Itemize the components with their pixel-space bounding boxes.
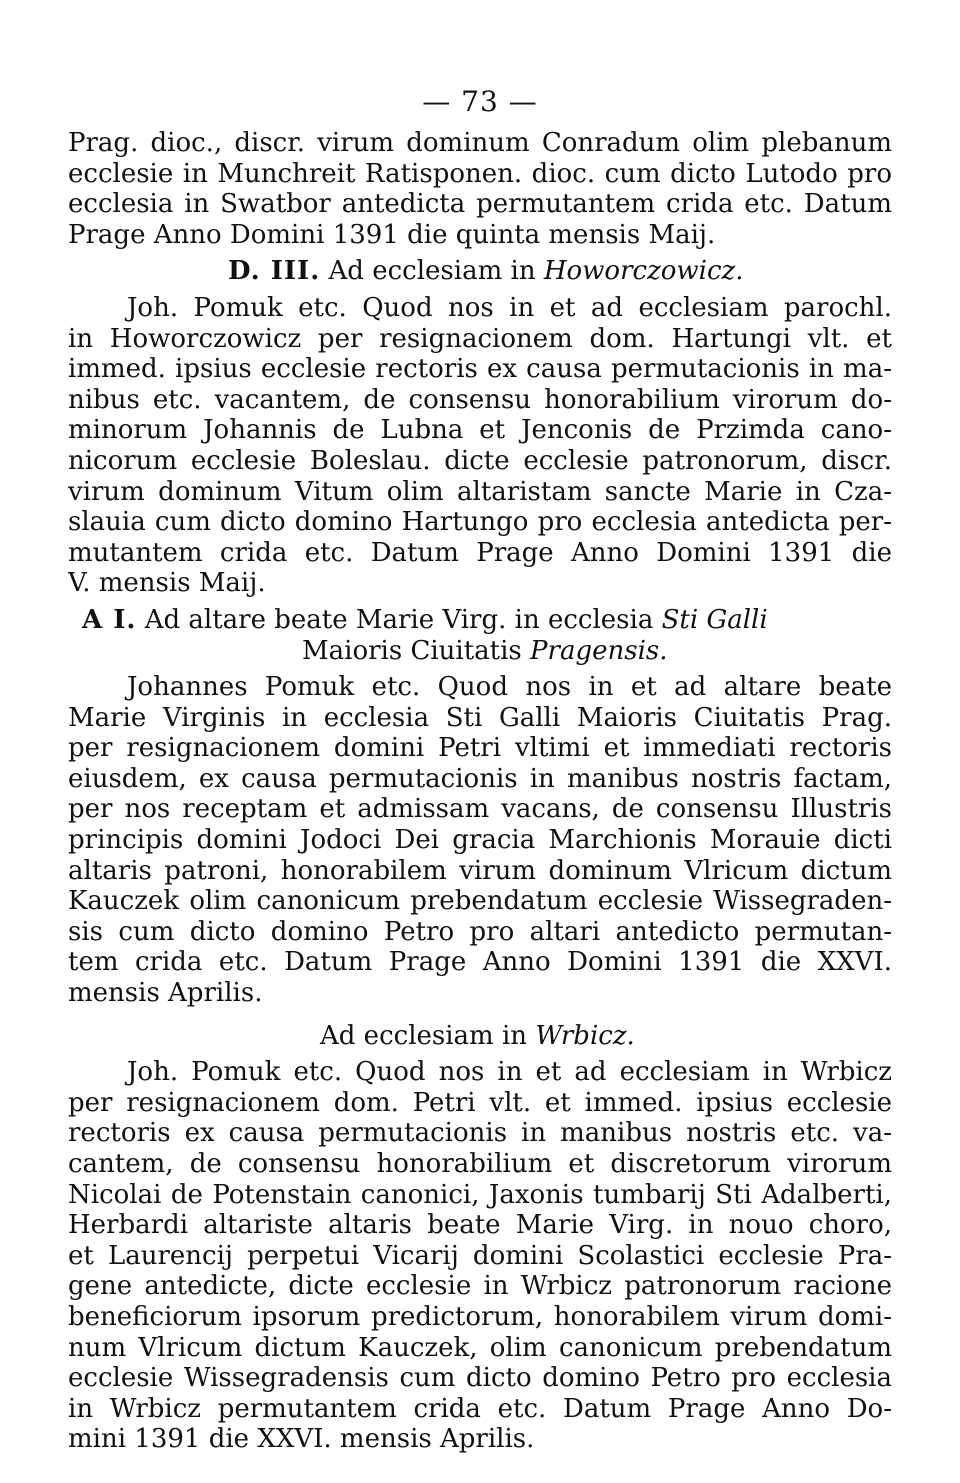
text-line: Joh. Pomuk etc. Quod nos in et ad ecclesiam parochl. bbox=[127, 292, 892, 323]
text-line: ecclesie in Munchreit Ratisponen. dioc. cum dicto Lutodo pro bbox=[68, 158, 892, 189]
text-line: virum dominum Vitum olim altaristam sancte Marie in Cza- bbox=[68, 476, 892, 507]
text-line: ecclesia in Swatbor antedicta permutantem crida etc. Datum bbox=[68, 189, 892, 220]
text-line: immed. ipsius ecclesie rectoris ex causa permutacionis in ma- bbox=[68, 354, 892, 385]
text-line: in Howorczowicz per resignacionem dom. Hartungi vlt. et bbox=[68, 323, 892, 354]
heading-text: Ad ecclesiam in bbox=[320, 1020, 528, 1051]
text-line: Joh. Pomuk etc. Quod nos in et ad ecclesiam in Wrbicz bbox=[127, 1057, 892, 1088]
text-line: V. mensis Maij. bbox=[68, 568, 266, 599]
text-line: Herbardi altariste altaris beate Marie Virg. in nouo choro, bbox=[68, 1210, 892, 1241]
entry-2-text bbox=[68, 293, 892, 599]
entry-siglum: D. III. bbox=[228, 256, 321, 287]
entry-1-text bbox=[68, 128, 892, 250]
entry-3-heading bbox=[68, 605, 892, 666]
text-line: nibus etc. vacantem, de consensu honorabilium virorum do- bbox=[68, 384, 892, 415]
text-line: Nicolai de Potenstain canonici, Jaxonis tumbarij Sti Adalberti, bbox=[68, 1179, 892, 1210]
text-line: beneficiorum ipsorum predictorum, honorabilem virum domi- bbox=[68, 1301, 892, 1332]
text-line: nicorum ecclesie Boleslau. dicte ecclesie patronorum, discr. bbox=[68, 445, 892, 476]
text-line: ecclesie Wissegradensis cum dicto domino Petro pro ecclesia bbox=[68, 1363, 892, 1394]
text-line: Marie Virginis in ecclesia Sti Galli Maioris Ciuitatis Prag. bbox=[68, 702, 892, 733]
page bbox=[68, 82, 892, 1455]
text-line: principis domini Jodoci Dei gracia Marchionis Morauie dicti bbox=[68, 825, 892, 856]
text-line: rectoris ex causa permutacionis in manibus nostris etc. va- bbox=[68, 1118, 892, 1149]
text-line: cantem, de consensu honorabilium et discretorum virorum bbox=[68, 1149, 892, 1179]
heading-text: Ad altare beate Marie Virg. in ecclesia bbox=[144, 604, 654, 635]
heading-text: Ad ecclesiam in bbox=[328, 256, 536, 287]
text-line: altaris patroni, honorabilem virum dominum Vlricum dictum bbox=[68, 855, 892, 886]
heading-line bbox=[68, 636, 892, 667]
text-line: slauia cum dicto domino Hartungo pro ecclesia antedicta per- bbox=[68, 507, 892, 538]
text-line: mensis Aprilis. bbox=[68, 978, 263, 1009]
entry-3-text bbox=[68, 672, 892, 1009]
heading-place: Pragensis. bbox=[530, 635, 668, 666]
text-line: per nos receptam et admissam vacans, de consensu Illustris bbox=[68, 794, 892, 825]
text-line: et Laurencij perpetui Vicarij domini Scolastici ecclesie Pra- bbox=[68, 1240, 892, 1271]
heading-place: Sti Galli bbox=[661, 604, 768, 635]
entry-4-text bbox=[68, 1057, 892, 1455]
heading-place: Wrbicz. bbox=[535, 1020, 635, 1051]
text-line: eiusdem, ex causa permutacionis in manibus nostris factam, bbox=[68, 763, 892, 794]
entry-siglum: A I. bbox=[82, 604, 137, 635]
text-line: tem crida etc. Datum Prage Anno Domini 1391 die XXVI. bbox=[68, 947, 892, 978]
page-number: — 73 — bbox=[422, 85, 538, 118]
text-line: gene antedicte, dicte ecclesie in Wrbicz patronorum racione bbox=[68, 1271, 892, 1302]
entry-4-heading bbox=[68, 1021, 892, 1052]
text-line: num Vlricum dictum Kauczek, olim canonicum prebendatum bbox=[68, 1332, 892, 1363]
text-line: Prage Anno Domini 1391 die quinta mensis Maij. bbox=[68, 219, 716, 250]
text-line: Prag. dioc., discr. virum dominum Conradum olim plebanum bbox=[68, 128, 892, 158]
entry-2-heading bbox=[68, 256, 892, 287]
text-line: in Wrbicz permutantem crida etc. Datum Prage Anno Do- bbox=[68, 1393, 892, 1424]
heading-line bbox=[68, 605, 892, 636]
text-line: per resignacionem dom. Petri vlt. et immed. ipsius ecclesie bbox=[68, 1087, 892, 1118]
text-line: mini 1391 die XXVI. mensis Aprilis. bbox=[68, 1424, 535, 1455]
heading-place: Howorczowicz. bbox=[543, 256, 744, 287]
text-line: Kauczek olim canonicum prebendatum ecclesie Wissegraden- bbox=[68, 886, 892, 917]
text-line: mutantem crida etc. Datum Prage Anno Domini 1391 die bbox=[68, 537, 892, 568]
text-line: Johannes Pomuk etc. Quod nos in et ad altare beate bbox=[127, 672, 892, 703]
text-line: sis cum dicto domino Petro pro altari antedicto permutan- bbox=[68, 916, 892, 947]
text-line: per resignacionem domini Petri vltimi et immediati rectoris bbox=[68, 733, 892, 764]
heading-text: Maioris Ciuitatis bbox=[302, 635, 522, 666]
heading-line bbox=[68, 256, 892, 287]
heading-line bbox=[68, 1021, 892, 1052]
text-line: minorum Johannis de Lubna et Jenconis de Przimda cano- bbox=[68, 415, 892, 446]
